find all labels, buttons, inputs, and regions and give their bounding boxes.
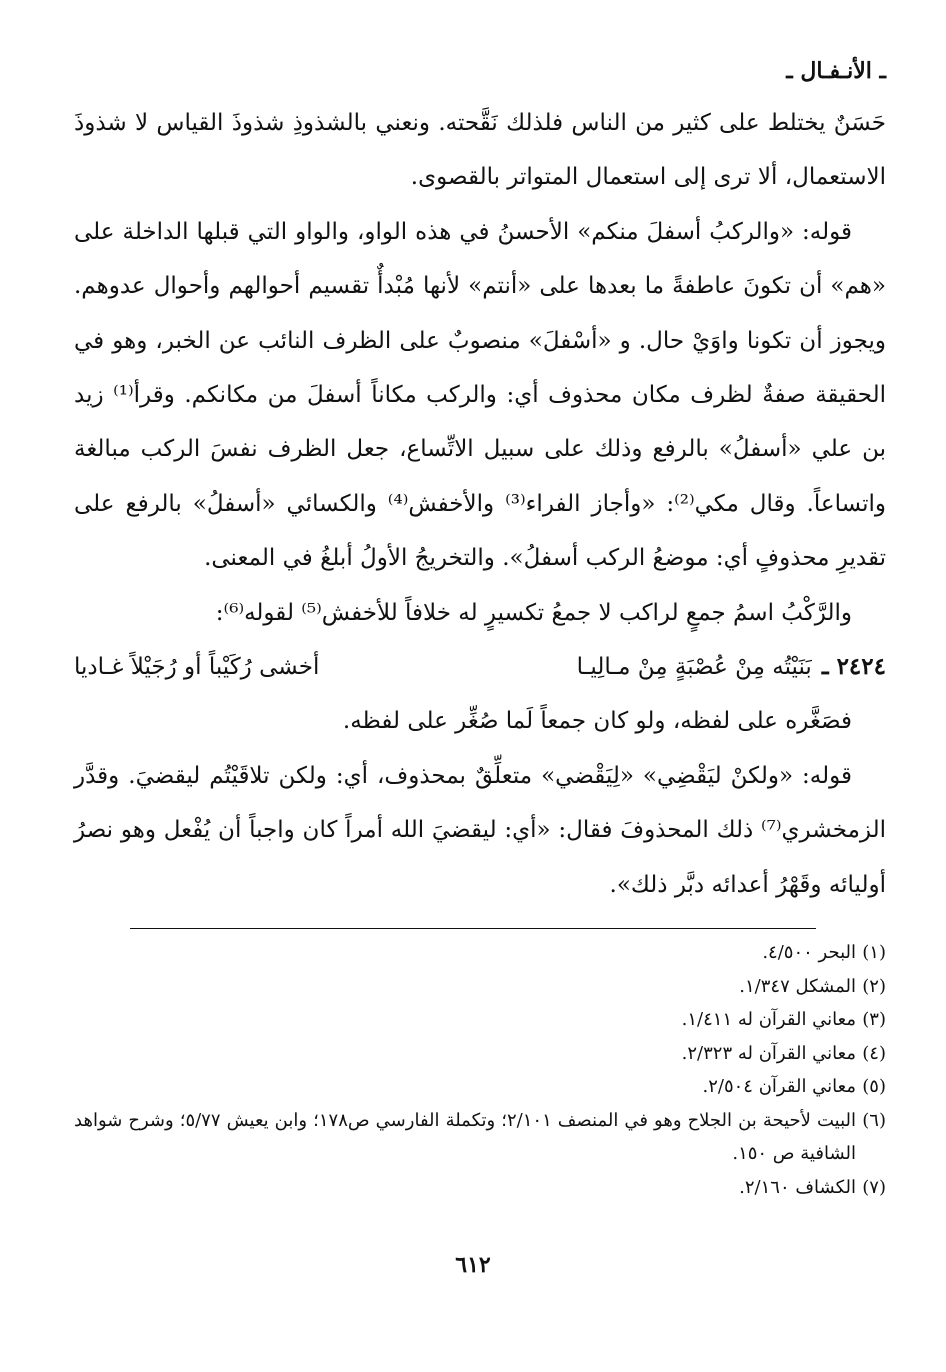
footnote-text: المشكل ١/٣٤٧. xyxy=(739,975,856,997)
paragraph-4: فصَغَّره على لفظه، ولو كان جمعاً لَما صُغِّر على لفظه. xyxy=(342,708,852,735)
footnote-text: الكشاف ٢/١٦٠. xyxy=(739,1176,856,1198)
footnote-number: (٥) xyxy=(862,1076,886,1097)
footnote-number: (٢) xyxy=(862,975,886,997)
footnote-text: معاني القرآن له ٢/٣٢٣. xyxy=(681,1042,856,1064)
footnote-number: (١) xyxy=(862,942,886,963)
footnote-item xyxy=(74,1003,886,1037)
footnote-item xyxy=(74,1037,886,1071)
main-text xyxy=(74,96,886,912)
footnote-separator xyxy=(130,928,816,929)
footnote-item xyxy=(74,970,886,1004)
running-header: ـ الأنـفـال ـ xyxy=(786,58,886,84)
paragraph-1: حَسَنٌ يختلط على كثير من الناس فلذلك نَقَّحته. ونعني بالشذوذِ شذوذَ القياس لا شذوذَ الاستعمال، ألا ترى إلى استعمال المتواتر بالقصوى. xyxy=(74,110,886,191)
footnote-item xyxy=(74,1070,886,1104)
footnotes xyxy=(74,936,886,1204)
footnote-item xyxy=(74,1104,886,1171)
footnote-number: (٦) xyxy=(862,1109,886,1131)
poetry-verse xyxy=(74,640,886,694)
footnote-text: معاني القرآن ٢/٥٠٤. xyxy=(702,1076,856,1097)
footnote-item xyxy=(74,1171,886,1205)
footnote-text: البيت لأحيحة بن الجلاح وهو في المنصف ٢/١٠١؛ وتكملة الفارسي ص١٧٨؛ وابن يعيش ٥/٧٧؛ وشرح شواهد الشافية ص ١٥٠. xyxy=(74,1109,856,1164)
footnote-number: (٤) xyxy=(862,1042,886,1064)
footnote-number: (٧) xyxy=(862,1176,886,1198)
paragraph-3: والرَّكْبُ اسمُ جمعٍ لراكب لا جمعُ تكسيرٍ له خلافاً للأخفش⁽⁵⁾ لقوله⁽⁶⁾: xyxy=(215,599,852,626)
paragraph-5: قوله: «ولكنْ ليَقْضِي» «لِيَقْضي» متعلِّقٌ بمحذوف، أي: ولكن تلاقَيْتُم ليقضيَ. وقدَّر الزمخشري⁽⁷⁾ ذلك المحذوفَ فقال: «أي: ليقضيَ الله أمراً كان واجباً أن يُفْعل وهو نصرُ أوليائه وقَهْرُ أعدائه دبَّر ذلك». xyxy=(74,762,886,898)
page-number: ٦١٢ xyxy=(455,1252,491,1278)
footnote-number: (٣) xyxy=(862,1009,886,1030)
paragraph-2: قوله: «والركبُ أسفلَ منكم» الأحسنُ في هذه الواو، والواو التي قبلها الداخلة على «هم» أن تكونَ عاطفةً ما بعدها على «أنتم» لأنها مُبْدأٌ تقسيم أحوالهم وأحوال عدوهم. ويجوز أن تكونا واوَيْ حال. و «أسْفلَ» منصوبٌ على الظرف النائب عن الخبر، وهو في الحقيقة صفةٌ لظرف مكان محذوف أي: والركب مكاناً أسفلَ من مكانكم. وقرأ⁽¹⁾ زيد بن علي «أسفلُ» بالرفع وذلك على سبيل الاتِّساع، جعل الظرف نفسَ الركب مبالغة واتساعاً. وقال مكي⁽²⁾: «وأجاز الفراء⁽³⁾ والأخفش⁽⁴⁾ والكسائي «أسفلُ» بالرفع على تقديرِ محذوفٍ أي: موضعُ الركب أسفلُ». والتخريجُ الأولُ أبلغُ في المعنى. xyxy=(74,218,887,572)
footnote-text: معاني القرآن له ١/٤١١. xyxy=(681,1009,856,1030)
verse-first-hemistich: بَنَيْتُه مِنْ عُصْبَةٍ مِنْ مـالِيـا xyxy=(576,654,812,681)
verse-second-hemistich: أخشى رُكَيْباً أو رُجَيْلاً غـاديا xyxy=(73,654,320,681)
footnote-text: البحر ٤/٥٠٠. xyxy=(762,942,856,963)
verse-number: ٢٤٢٤ ـ xyxy=(821,653,886,681)
footnote-item xyxy=(74,936,886,970)
